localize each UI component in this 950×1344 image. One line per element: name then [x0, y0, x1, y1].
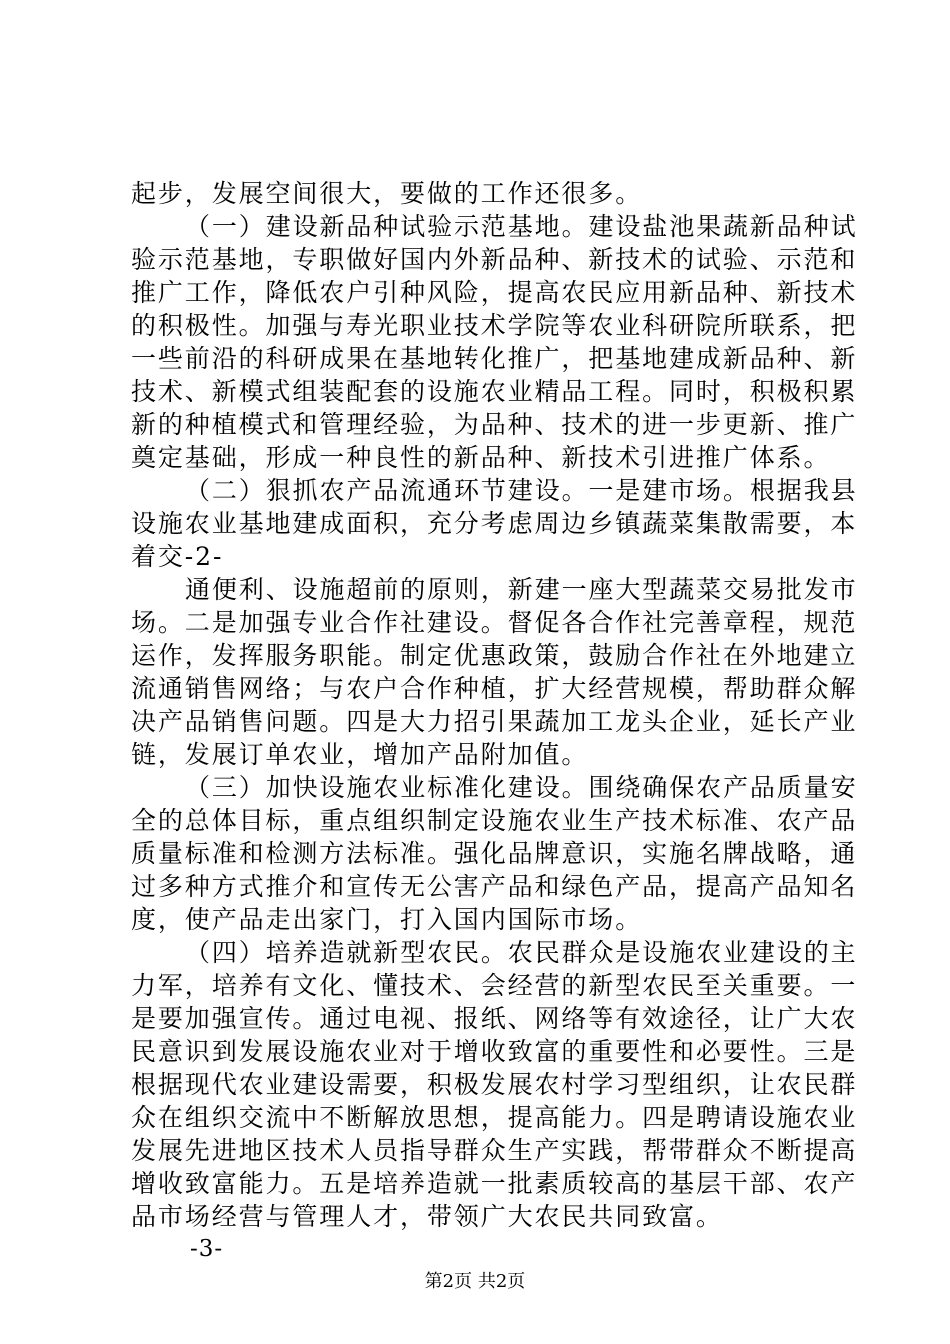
text-line: 众在组织交流中不断解放思想，提高能力。四是聘请设施农业 — [131, 1103, 858, 1132]
text-line: 起步，发展空间很大，要做的工作还很多。 — [131, 179, 643, 208]
text-line: 过多种方式推介和宣传无公害产品和绿色产品，提高产品知名 — [131, 872, 858, 901]
text-line: （二）狠抓农产品流通环节建设。一是建市场。根据我县 — [185, 476, 858, 505]
text-line: 发展先进地区技术人员指导群众生产实践，帮带群众不断提高 — [131, 1136, 858, 1165]
text-line: 奠定基础，形成一种良性的新品种、新技术引进推广体系。 — [131, 443, 831, 472]
text-line: （三）加快设施农业标准化建设。围绕确保农产品质量安 — [185, 773, 858, 802]
text-line: （一）建设新品种试验示范基地。建设盐池果蔬新品种试 — [185, 212, 858, 241]
text-line: 根据现代农业建设需要，积极发展农村学习型组织，让农民群 — [131, 1070, 858, 1099]
text-line: 场。二是加强专业合作社建设。督促各合作社完善章程，规范 — [131, 608, 858, 637]
text-line: 增收致富能力。五是培养造就一批素质较高的基层干部、农产 — [131, 1169, 858, 1198]
text-line: 推广工作，降低农户引种风险，提高农民应用新品种、新技术 — [131, 278, 858, 307]
text-line: 力军，培养有文化、懂技术、会经营的新型农民至关重要。一 — [131, 971, 858, 1000]
text-line: 流通销售网络；与农户合作种植，扩大经营规模，帮助群众解 — [131, 674, 858, 703]
text-line: 新的种植模式和管理经验，为品种、技术的进一步更新、推广 — [131, 410, 858, 439]
text-line: 运作，发挥服务职能。制定优惠政策，鼓励合作社在外地建立 — [131, 641, 858, 670]
text-line: 的积极性。加强与寿光职业技术学院等农业科研院所联系，把 — [131, 311, 858, 340]
text-line: 技术、新模式组装配套的设施农业精品工程。同时，积极积累 — [131, 377, 858, 406]
text-line: （四）培养造就新型农民。农民群众是设施农业建设的主 — [185, 938, 858, 967]
text-line: 一些前沿的科研成果在基地转化推广，把基地建成新品种、新 — [131, 344, 858, 373]
text-line: 设施农业基地建成面积，充分考虑周边乡镇蔬菜集散需要，本 — [131, 509, 858, 538]
page-marker: -3- — [190, 1236, 224, 1262]
text-line: 链，发展订单农业，增加产品附加值。 — [131, 740, 589, 769]
text-line: 品市场经营与管理人才，带领广大农民共同致富。 — [131, 1202, 723, 1231]
text-line: 全的总体目标，重点组织制定设施农业生产技术标准、农产品 — [131, 806, 858, 835]
text-line: 民意识到发展设施农业对于增收致富的重要性和必要性。三是 — [131, 1037, 858, 1066]
text-line: 度，使产品走出家门，打入国内国际市场。 — [131, 905, 643, 934]
text-line: 是要加强宣传。通过电视、报纸、网络等有效途径，让广大农 — [131, 1004, 858, 1033]
text-line: 验示范基地，专职做好国内外新品种、新技术的试验、示范和 — [131, 245, 858, 274]
text-line: 决产品销售问题。四是大力招引果蔬加工龙头企业，延长产业 — [131, 707, 858, 736]
text-line: 质量标准和检测方法标准。强化品牌意识，实施名牌战略，通 — [131, 839, 858, 868]
text-line: 通便利、设施超前的原则，新建一座大型蔬菜交易批发市 — [185, 575, 858, 604]
page-footer: 第2页 共2页 — [424, 1271, 526, 1292]
text-line: 着交-2- — [131, 542, 224, 571]
